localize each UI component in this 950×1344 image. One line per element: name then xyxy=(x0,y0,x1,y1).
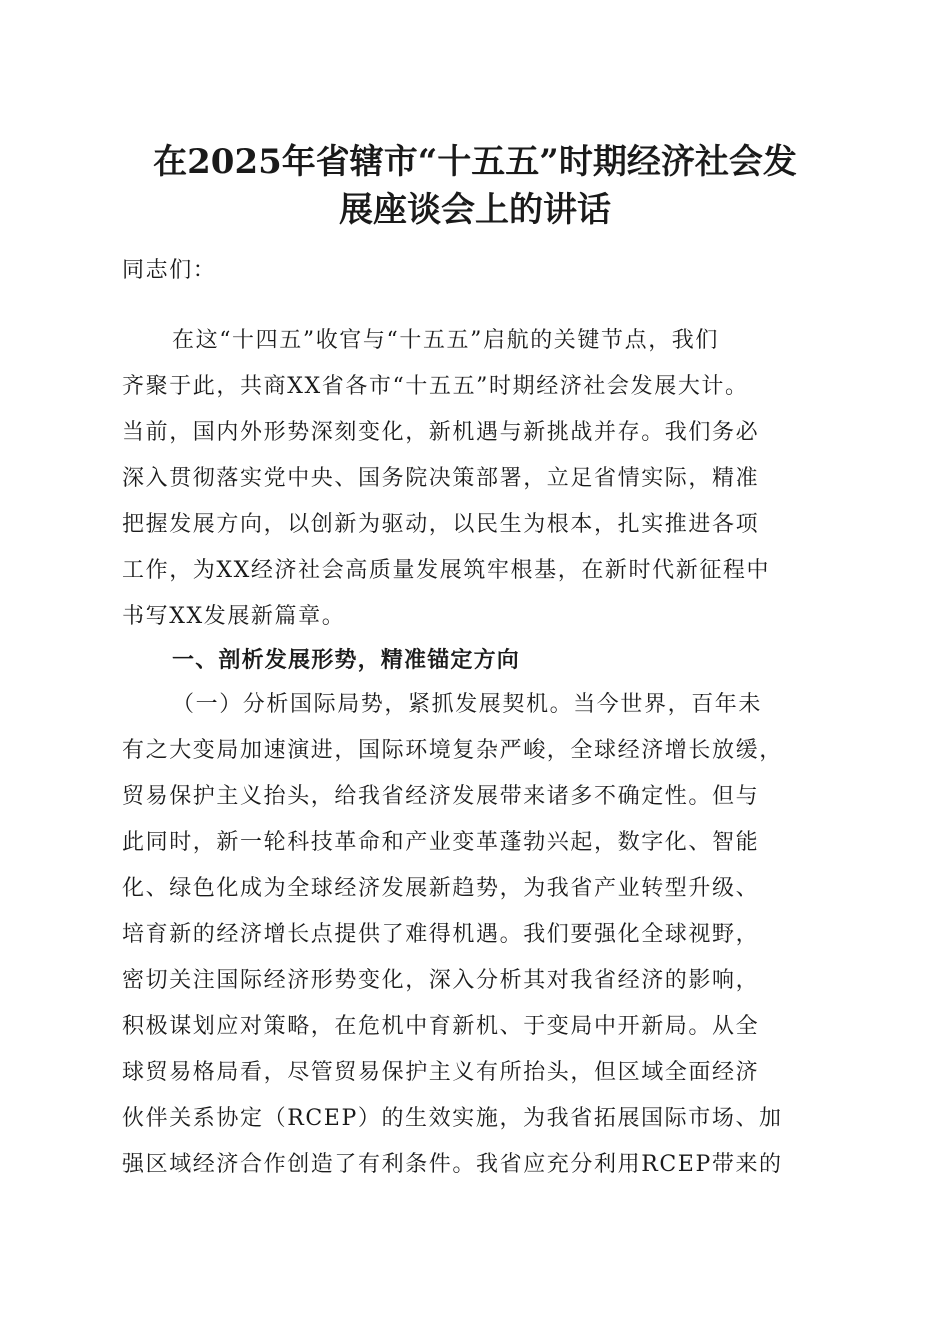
document-title-line-1: 在2025年省辖市“十五五”时期经济社会发 xyxy=(153,142,797,182)
paragraph-line: 工作，为XX经济社会高质量发展筑牢根基，在新时代新征程中 xyxy=(122,558,771,583)
paragraph-line: 此同时，新一轮科技革命和产业变革蓬勃兴起，数字化、智能 xyxy=(122,830,760,855)
paragraph-line: 书写XX发展新篇章。 xyxy=(122,604,346,629)
paragraph-line: 化、绿色化成为全球经济发展新趋势，为我省产业转型升级、 xyxy=(122,876,760,901)
section-heading: 一、剖析发展形势，精准锚定方向 xyxy=(172,648,521,673)
salutation: 同志们： xyxy=(122,258,217,283)
paragraph-line: （一）分析国际局势，紧抓发展契机。当今世界，百年未 xyxy=(172,692,763,717)
paragraph-line: 培育新的经济增长点提供了难得机遇。我们要强化全球视野， xyxy=(122,922,760,947)
document-title-line-2: 展座谈会上的讲话 xyxy=(339,190,611,230)
paragraph-line: 在这“十四五”收官与“十五五”启航的关键节点，我们 xyxy=(172,328,719,353)
paragraph-line: 当前，国内外形势深刻变化，新机遇与新挑战并存。我们务必 xyxy=(122,420,760,445)
paragraph-line: 深入贯彻落实党中央、国务院决策部署，立足省情实际，精准 xyxy=(122,466,760,491)
paragraph-line: 强区域经济合作创造了有利条件。我省应充分利用RCEP带来的 xyxy=(122,1152,783,1177)
paragraph-line: 积极谋划应对策略，在危机中育新机、于变局中开新局。从全 xyxy=(122,1014,760,1039)
paragraph-line: 球贸易格局看，尽管贸易保护主义有所抬头，但区域全面经济 xyxy=(122,1060,760,1085)
paragraph-line: 有之大变局加速演进，国际环境复杂严峻，全球经济增长放缓， xyxy=(122,738,783,763)
paragraph-line: 把握发展方向，以创新为驱动，以民生为根本，扎实推进各项 xyxy=(122,512,760,537)
paragraph-line: 齐聚于此，共商XX省各市“十五五”时期经济社会发展大计。 xyxy=(122,374,749,399)
paragraph-line: 贸易保护主义抬头，给我省经济发展带来诸多不确定性。但与 xyxy=(122,784,760,809)
paragraph-line: 伙伴关系协定（RCEP）的生效实施，为我省拓展国际市场、加 xyxy=(122,1106,783,1131)
paragraph-line: 密切关注国际经济形势变化，深入分析其对我省经济的影响， xyxy=(122,968,760,993)
